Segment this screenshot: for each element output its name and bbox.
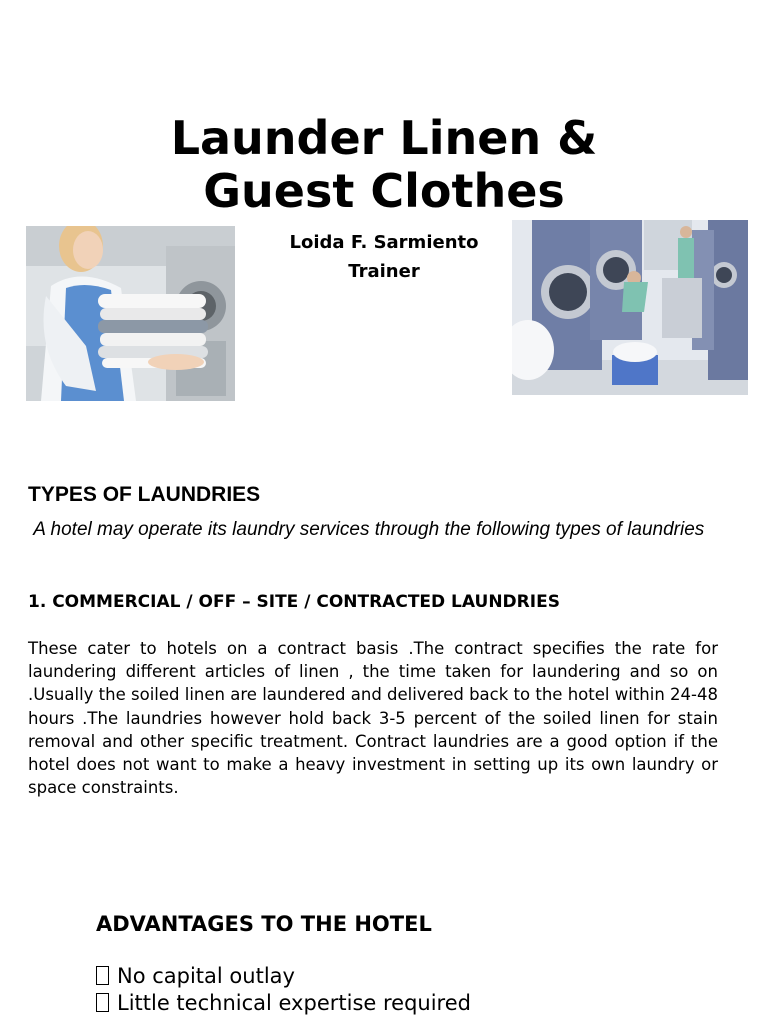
advantage-text: No capital outlay [117,964,295,988]
missing-glyph-icon [96,993,109,1012]
title-line-2: Guest Clothes [203,164,565,218]
missing-glyph-icon [96,966,109,985]
subsection-heading: 1. COMMERCIAL / OFF – SITE / CONTRACTED LAUNDRIES [28,592,560,612]
title-line-1: Launder Linen & [170,111,598,165]
author-role: Trainer [348,261,420,282]
author-block [236,228,532,286]
list-item [96,990,471,1017]
section-heading: TYPES OF LAUNDRIES [28,483,261,506]
subsection-body: These cater to hotels on a contract basis .The contract specifies the rate for laundering different articles of linen , the time taken for laundering and so on .Usually the soiled linen are laundered and delivered back to the hotel within 24-48 hours .The laundries however hold back 3-5 percent of the soiled linen for stain removal and other specific treatment. Contract laundries are a good option if the hotel does not want to make a heavy investment in setting up its own laundry or space constraints. [28,639,718,798]
advantages-list [96,963,471,1017]
advantages-heading: ADVANTAGES TO THE HOTEL [96,912,432,936]
document-title [0,112,768,218]
list-item [96,963,471,990]
advantage-text: Little technical expertise required [117,991,471,1015]
section-intro-text: A hotel may operate its laundry services through the following types of laundries [33,519,705,540]
housekeeper-towels-photo [26,226,235,401]
laundry-room-photo [512,220,748,395]
author-name: Loida F. Sarmiento [289,232,479,253]
section-intro [28,516,718,544]
